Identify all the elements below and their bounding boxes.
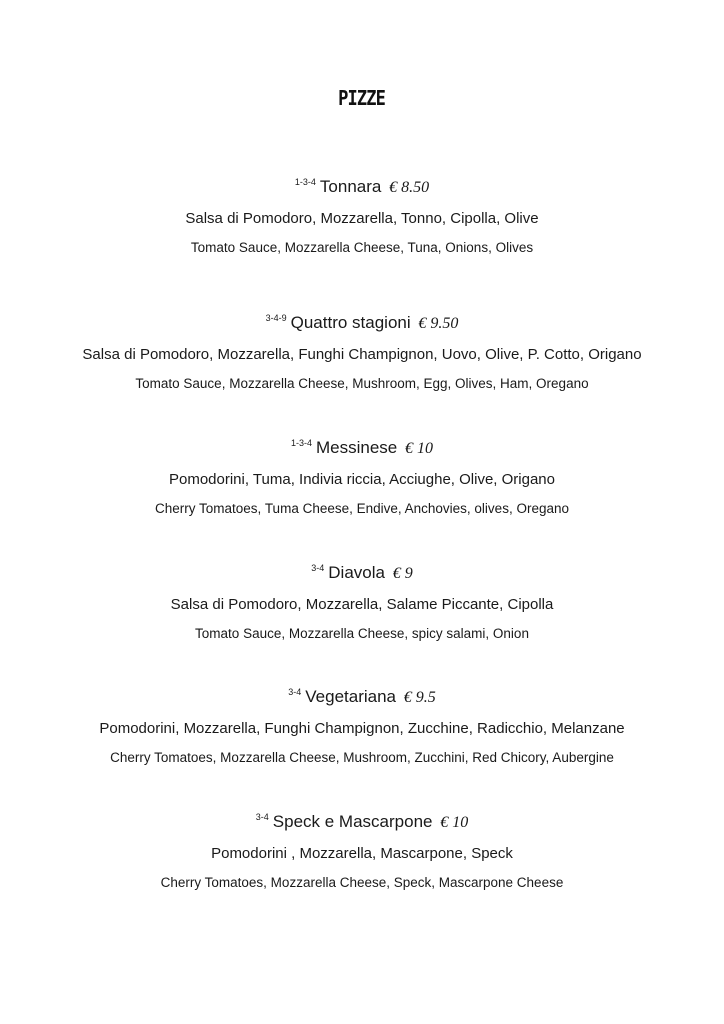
item-heading bbox=[0, 172, 724, 198]
menu-item-tonnara bbox=[0, 172, 724, 256]
item-price: € 10 bbox=[405, 440, 433, 457]
item-name: Vegetariana bbox=[305, 687, 397, 706]
ingredients-english: Cherry Tomatoes, Tuma Cheese, Endive, Anchovies, olives, Oregano bbox=[155, 501, 569, 516]
item-name: Quattro stagioni bbox=[290, 313, 411, 332]
ingredients-english: Tomato Sauce, Mozzarella Cheese, Mushroom, Egg, Olives, Ham, Oregano bbox=[135, 376, 589, 391]
allergen-codes: 3-4 bbox=[255, 812, 269, 822]
ingredients-italian: Salsa di Pomodoro, Mozzarella, Salame Piccante, Cipolla bbox=[170, 596, 554, 613]
menu-item-diavola bbox=[0, 558, 724, 642]
allergen-codes: 3-4-9 bbox=[265, 313, 287, 323]
item-price: € 10 bbox=[440, 814, 469, 831]
allergen-codes: 1-3-4 bbox=[290, 438, 312, 448]
item-name: Tonnara bbox=[319, 177, 382, 196]
item-heading bbox=[0, 807, 724, 833]
item-heading bbox=[0, 682, 724, 708]
item-heading bbox=[0, 433, 724, 459]
allergen-codes: 1-3-4 bbox=[294, 177, 316, 187]
item-name: Speck e Mascarpone bbox=[272, 812, 433, 831]
ingredients-english: Tomato Sauce, Mozzarella Cheese, Tuna, Onions, Olives bbox=[190, 240, 534, 255]
item-name: Diavola bbox=[328, 563, 385, 582]
item-heading bbox=[0, 308, 724, 334]
item-name: Messinese bbox=[316, 438, 398, 457]
item-price: € 9 bbox=[392, 565, 413, 582]
ingredients-english: Tomato Sauce, Mozzarella Cheese, spicy salami, Onion bbox=[195, 626, 529, 641]
page-title: PIZZE bbox=[338, 86, 386, 110]
ingredients-english: Cherry Tomatoes, Mozzarella Cheese, Speck, Mascarpone Cheese bbox=[160, 875, 564, 890]
ingredients-italian: Pomodorini, Tuma, Indivia riccia, Acciughe, Olive, Origano bbox=[168, 471, 555, 488]
item-heading bbox=[0, 558, 724, 584]
menu-item-messinese bbox=[0, 433, 724, 517]
allergen-codes: 3-4 bbox=[311, 563, 325, 573]
menu-item-vegetariana bbox=[0, 682, 724, 766]
ingredients-italian: Salsa di Pomodoro, Mozzarella, Tonno, Cipolla, Olive bbox=[185, 210, 539, 227]
allergen-codes: 3-4 bbox=[288, 687, 302, 697]
item-price: € 8.50 bbox=[389, 179, 430, 196]
item-price: € 9.50 bbox=[418, 315, 459, 332]
ingredients-italian: Salsa di Pomodoro, Mozzarella, Funghi Champignon, Uovo, Olive, P. Cotto, Origano bbox=[82, 346, 642, 363]
ingredients-italian: Pomodorini , Mozzarella, Mascarpone, Speck bbox=[211, 845, 513, 862]
ingredients-english: Cherry Tomatoes, Mozzarella Cheese, Mushroom, Zucchini, Red Chicory, Aubergine bbox=[110, 750, 614, 765]
menu-item-quattro-stagioni bbox=[0, 308, 724, 392]
ingredients-italian: Pomodorini, Mozzarella, Funghi Champignon, Zucchine, Radicchio, Melanzane bbox=[99, 720, 625, 737]
item-price: € 9.5 bbox=[403, 689, 436, 706]
menu-item-speck-e-mascarpone bbox=[0, 807, 724, 891]
